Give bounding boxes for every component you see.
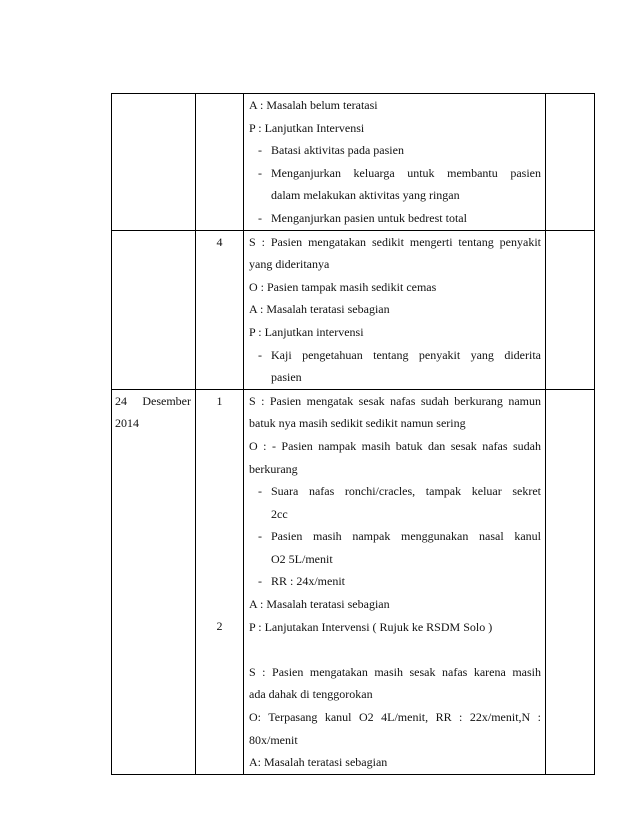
bullet-text: Kaji pengetahuan tentang penyakit yang diderita: [271, 347, 541, 362]
date-month: Desember: [142, 393, 191, 408]
objective-line: 80x/menit: [249, 732, 298, 747]
bullet-text: Batasi aktivitas pada pasien: [271, 143, 404, 158]
subjective-line: batuk nya masih sedikit sedikit namun sering: [249, 416, 466, 431]
list-item: [249, 525, 541, 570]
evaluation-table: [111, 93, 595, 775]
date-year: 2014: [115, 416, 139, 431]
signature-cell: [546, 230, 595, 389]
list-item: [249, 207, 541, 230]
plan-line: P : Lanjutkan intervensi: [249, 324, 364, 339]
bullet-text: Pasien masih nampak menggunakan nasal kanul: [271, 529, 541, 544]
bullet-text: Menganjurkan pasien untuk bedrest total: [271, 210, 467, 225]
table-row: [112, 94, 595, 231]
subjective-line: S : Pasien mengatak sesak nafas sudah berkurang namun: [249, 393, 541, 408]
date-cell: [112, 94, 196, 231]
evaluation-cell: [244, 94, 546, 231]
table-row: [112, 389, 595, 774]
objective-line: O: Terpasang kanul O2 4L/menit, RR : 22x/menit,N :: [249, 710, 541, 725]
subjective-line: yang dideritanya: [249, 257, 330, 272]
bullet-text: O2 5L/menit: [271, 551, 333, 566]
list-item: [249, 162, 541, 207]
objective-line: O : - Pasien nampak masih batuk dan sesak nafas sudah: [249, 438, 541, 453]
diagnosis-number-cell: 4: [196, 230, 244, 389]
list-item: [249, 570, 541, 593]
plan-line: P : Lanjutakan Intervensi ( Rujuk ke RSDM Solo ): [249, 619, 493, 634]
date-cell: [112, 230, 196, 389]
diagnosis-number-1: 1: [216, 393, 223, 408]
signature-cell: [546, 94, 595, 231]
diagnosis-number-2: 2: [216, 619, 223, 634]
subjective-line: ada dahak di tenggorokan: [249, 687, 373, 702]
diagnosis-number-cell: [196, 389, 244, 774]
subjective-line: S : Pasien mengatakan masih sesak nafas karena masih: [249, 664, 541, 679]
diagnosis-number-cell: [196, 94, 244, 231]
objective-line: O : Pasien tampak masih sedikit cemas: [249, 279, 437, 294]
list-item: [249, 480, 541, 525]
assessment-line: A : Masalah teratasi sebagian: [249, 302, 390, 317]
bullet-dash: -: [258, 529, 262, 544]
bullet-text: 2cc: [271, 506, 288, 521]
evaluation-cell: [244, 230, 546, 389]
bullet-dash: -: [258, 165, 262, 180]
bullet-text: pasien: [271, 370, 302, 385]
bullet-text: Suara nafas ronchi/cracles, tampak keluar sekret: [271, 484, 541, 499]
bullet-dash: -: [258, 347, 262, 362]
bullet-text: dalam melakukan aktivitas yang ringan: [271, 188, 460, 203]
bullet-dash: -: [258, 574, 262, 589]
bullet-text: RR : 24x/menit: [271, 574, 346, 589]
assessment-line: A: Masalah teratasi sebagian: [249, 755, 388, 770]
evaluation-cell: [244, 389, 546, 774]
bullet-dash: -: [258, 210, 262, 225]
assessment-line: A : Masalah belum teratasi: [249, 98, 378, 112]
assessment-line: A : Masalah teratasi sebagian: [249, 597, 390, 612]
bullet-dash: -: [258, 143, 262, 158]
list-item: [249, 344, 541, 389]
date-day: 24: [115, 393, 127, 408]
bullet-dash: -: [258, 484, 262, 499]
objective-line: berkurang: [249, 461, 298, 476]
table-row: [112, 230, 595, 389]
date-cell: [112, 389, 196, 774]
bullet-text: Menganjurkan keluarga untuk membantu pasien: [271, 165, 541, 180]
subjective-line: S : Pasien mengatakan sedikit mengerti tentang penyakit: [249, 234, 541, 249]
signature-cell: [546, 389, 595, 774]
plan-line: P : Lanjutkan Intervensi: [249, 120, 365, 135]
list-item: [249, 139, 541, 162]
